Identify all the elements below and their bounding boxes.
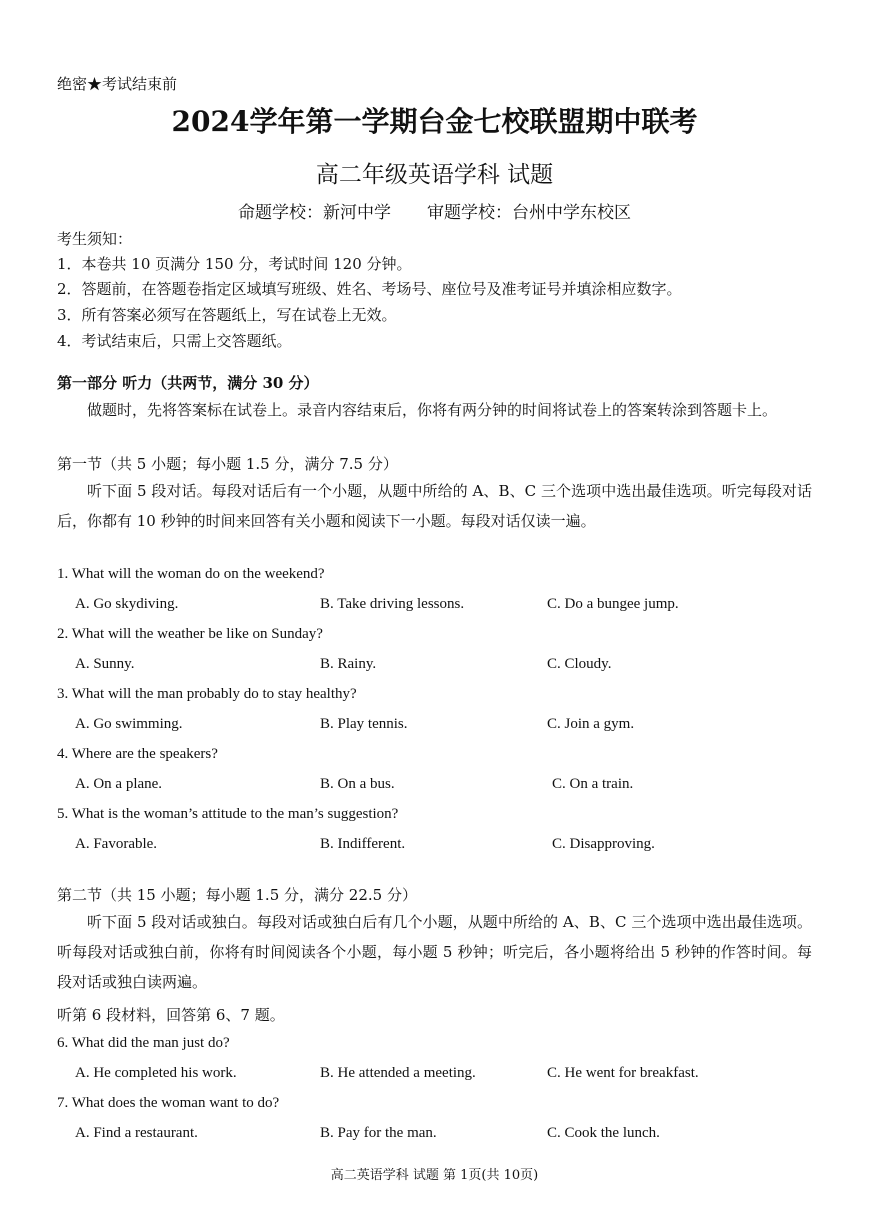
option-c: C. Cloudy.	[547, 656, 612, 672]
question-stem: 6. What did the man just do?	[57, 1035, 230, 1051]
option-a: A. Go swimming.	[75, 716, 183, 732]
option-b: B. He attended a meeting.	[320, 1065, 476, 1081]
notice-item: 1．本卷共 10 页满分 150 分，考试时间 120 分钟。	[57, 255, 412, 273]
option-a: A. Find a restaurant.	[75, 1125, 198, 1141]
question-stem: 2. What will the weather be like on Sunday?	[57, 626, 323, 642]
option-b: B. Rainy.	[320, 656, 377, 672]
notice-item: 3．所有答案必须写在答题纸上，写在试卷上无效。	[57, 306, 397, 324]
school-info	[0, 198, 869, 223]
exam-subtitle: 高二年级英语学科 试题	[315, 162, 554, 188]
material-6-label: 听第 6 段材料，回答第 6、7 题。	[57, 1006, 285, 1024]
page-footer: 高二英语学科 试题 第 1页(共 10页)	[330, 1168, 539, 1183]
exam-title: 2024学年第一学期台金七校联盟期中联考	[171, 105, 698, 138]
setter-school: 命题学校：新河中学	[238, 203, 391, 223]
part1-heading: 第一部分 听力（共两节，满分 30 分）	[57, 374, 319, 392]
option-c: C. Disapproving.	[552, 836, 655, 852]
option-c: C. Cook the lunch.	[547, 1125, 660, 1141]
section1-heading: 第一节（共 5 小题；每小题 1.5 分，满分 7.5 分）	[57, 455, 398, 473]
option-b: B. Play tennis.	[320, 716, 408, 732]
option-b: B. Take driving lessons.	[320, 596, 465, 612]
option-b: B. Indifferent.	[320, 836, 406, 852]
option-c: C. On a train.	[552, 776, 634, 792]
question-stem: 4. Where are the speakers?	[57, 746, 218, 762]
question-stem: 1. What will the woman do on the weekend?	[57, 566, 325, 582]
question-stem: 3. What will the man probably do to stay healthy?	[57, 686, 357, 702]
option-b: B. On a bus.	[320, 776, 395, 792]
option-b: B. Pay for the man.	[320, 1125, 437, 1141]
section1-instructions: 听下面 5 段对话。每段对话后有一个小题，从题中所给的 A、B、C 三个选项中选出最佳选项。听完每段对话后，你都有 10 秒钟的时间来回答有关小题和阅读下一小题。每段对话仅读一遍。	[57, 482, 812, 530]
option-a: A. On a plane.	[75, 776, 163, 792]
option-a: A. He completed his work.	[75, 1065, 237, 1081]
part1-instructions: 做题时，先将答案标在试卷上。录音内容结束后，你将有两分钟的时间将试卷上的答案转涂到答题卡上。	[87, 401, 778, 419]
question-stem: 5. What is the woman’s attitude to the man’s suggestion?	[57, 806, 399, 822]
notice-heading: 考生须知：	[57, 230, 133, 248]
section2-instructions: 听下面 5 段对话或独白。每段对话或独白后有几个小题，从题中所给的 A、B、C 三个选项中选出最佳选项。听每段对话或独白前，你将有时间阅读各个小题，每小题 5 秒钟；听完后，各小题将给出 5 秒钟的作答时间。每段对话或独白读两遍。	[57, 913, 812, 991]
confidential-label: 绝密★考试结束前	[57, 75, 178, 93]
option-a: A. Sunny.	[75, 656, 135, 672]
option-c: C. Do a bungee jump.	[547, 596, 679, 612]
option-c: C. He went for breakfast.	[547, 1065, 699, 1081]
option-a: A. Go skydiving.	[75, 596, 179, 612]
section2-heading: 第二节（共 15 小题；每小题 1.5 分，满分 22.5 分）	[57, 886, 417, 904]
option-a: A. Favorable.	[75, 836, 158, 852]
reviewer-school: 审题学校：台州中学东校区	[427, 203, 631, 223]
option-c: C. Join a gym.	[547, 716, 635, 732]
question-stem: 7. What does the woman want to do?	[57, 1095, 280, 1111]
notice-item: 2．答题前，在答题卷指定区域填写班级、姓名、考场号、座位号及准考证号并填涂相应数字。	[57, 280, 682, 298]
notice-item: 4．考试结束后，只需上交答题纸。	[57, 332, 292, 350]
